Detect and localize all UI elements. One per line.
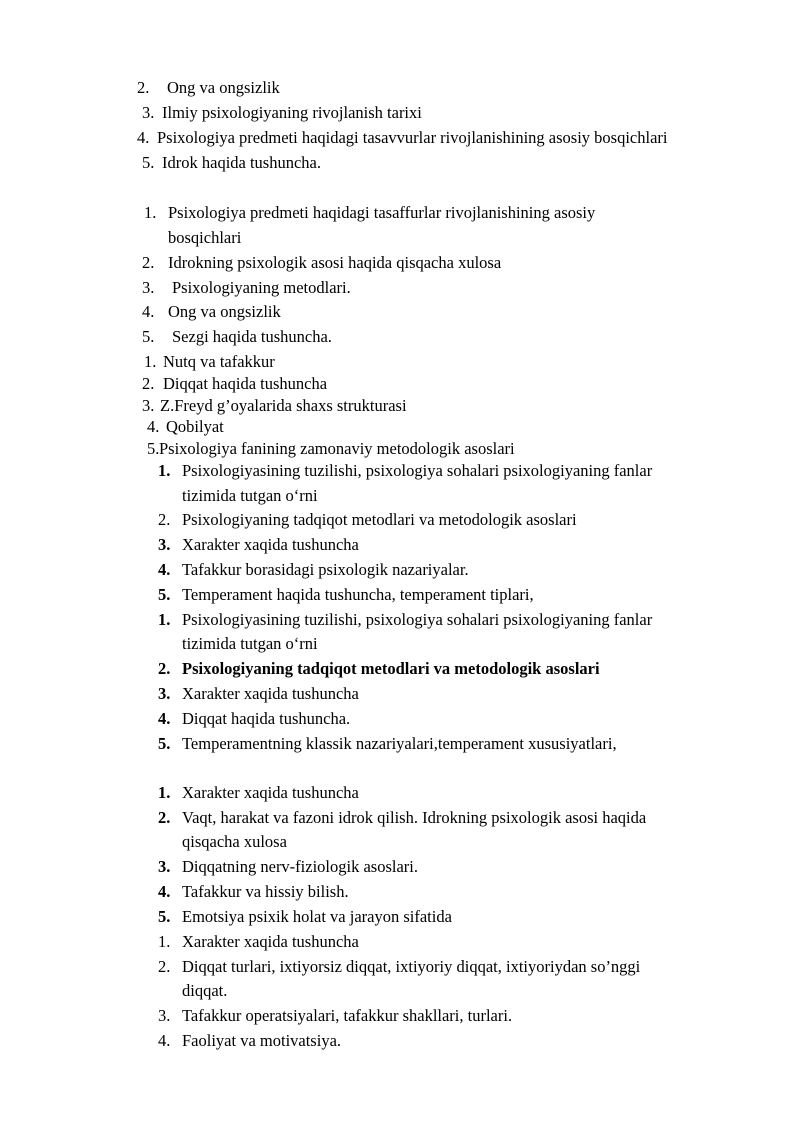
document-page: 2. Ong va ongsizlik 3. Ilmiy psixologiyaning rivojlanish tarixi 4. Psixologiya predmeti haqidagi tasavvurlar rivojlanishining asosiy bosqichlari 5. Idrok haqida tushuncha. 1. Psixologiya predmeti haqidagi tasaffurlar rivojlanishining asosiy bosqichlari 2. Idrokning psixologik asosi haqida qisqacha xulosa 3. Psixologiyaning metodlari. 4. Ong va ongsizlik 5. Sezgi haqida tushuncha. 1. Nutq va tafakkur 2. Diqqat haqida tushuncha 3. Z.Freyd g’oyalarida shaxs strukturasi 4. Qobilyat 5. Psixologiya fanining zamonaviy metodologik asoslari 1. Psixologiyasining tuzilishi, psixologiya sohalari psixologiyaning fanlar tizimida tutgan o‘rni 2. Psixologiyaning tadqiqot metodlari va metodologik asoslari 3. Xarakter xaqida tushuncha 4. Tafakkur borasidagi psixologik nazariyalar. 5. Temperament haqida tushuncha, temperament tiplari, 1. Psixologiyasining tuzilishi, psixologiya sohalari psixologiyaning fanlar tizimida tutgan o‘rni 2. Psixologiyaning tadqiqot metodlari va metodologik asoslari 3. Xarakter xaqida tushuncha 4. Diqqat haqida tushuncha. 5. Temperamentning klassik nazariyalari,temperament xususiyatlari, 1. Xarakter xaqida tushuncha 2. Vaqt, harakat va fazoni idrok qilish. Idrokning psixologik asosi haqida qisqacha xulosa 3. Diqqatning nerv-fiziologik asoslari. 4. Tafakkur va hissiy bilish. 5. Emotsiya psixik holat va jarayon sifatida 1. Xarakter xaqida tushuncha 2. Diqqat turlari, ixtiyorsiz diqqat, ixtiyoriy diqqat, ixtiyoriydan so’nggi diqqat. 3. Tafakkur operatsiyalari, tafakkur shakllari, turlari. 4. Faoliyat va motivatsiya. [137, 78, 668, 1050]
